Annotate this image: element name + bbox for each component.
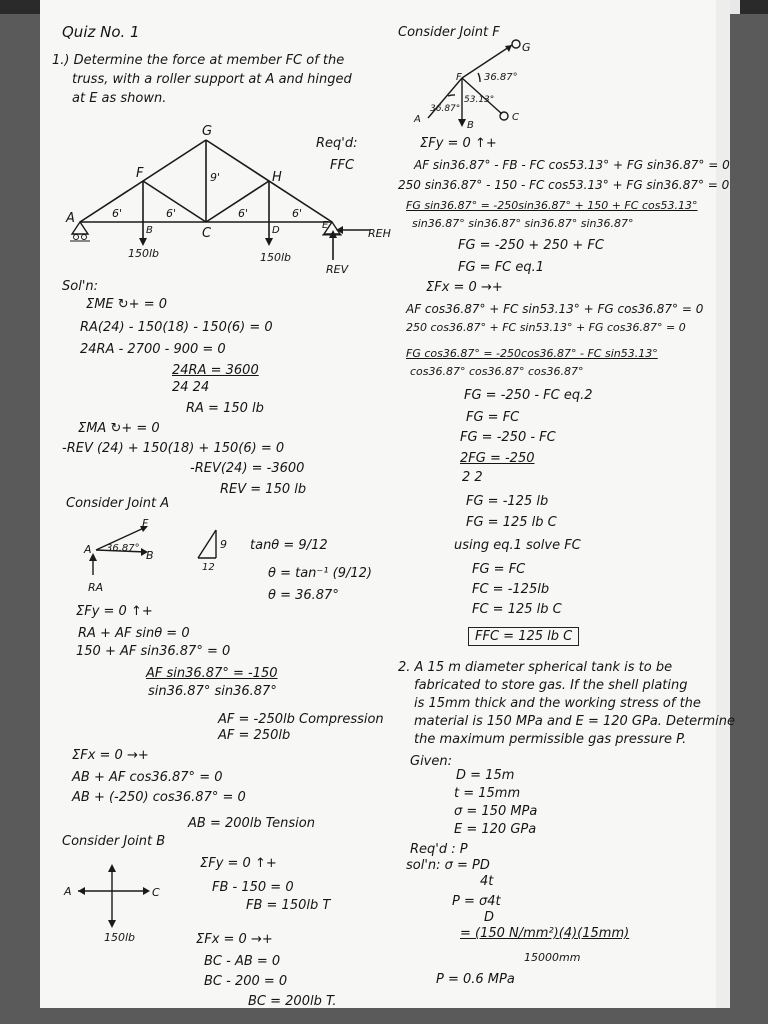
truss-node-f: F: [136, 166, 144, 181]
p2-statement-line-4: material is 150 MPa and E = 120 GPa. Determine: [414, 714, 736, 729]
joint-f-angle-3: 36.87°: [430, 104, 461, 114]
joint-a-heading: Consider Joint A: [66, 496, 170, 511]
joint-a-line-11: AB = 200lb Tension: [188, 816, 315, 831]
p1-statement-line-3: at E as shown.: [72, 91, 167, 106]
joint-a-line-8: ΣFx = 0 →+: [72, 748, 149, 763]
joint-f-line-16: 2FG = -250: [460, 451, 535, 466]
joint-a-angle: 36.87°: [106, 543, 140, 554]
joint-f-line-20: using eq.1 solve FC: [454, 538, 581, 553]
joint-f-line-19: FG = 125 lb C: [466, 515, 557, 530]
joint-b-line-6: BC - 200 = 0: [204, 974, 288, 989]
joint-a-line-10: AB + (-250) cos36.87° = 0: [72, 790, 246, 805]
truss-node-d: D: [272, 225, 280, 236]
final-answer-box: FFC = 125 lb C: [468, 627, 579, 646]
soln-line-3: 24RA - 2700 - 900 = 0: [80, 342, 226, 357]
p2-soln-line-3: P = σ4t: [452, 894, 501, 909]
joint-b-line-4: ΣFx = 0 →+: [196, 932, 273, 947]
joint-f-line-17: 2 2: [462, 470, 483, 485]
joint-f-line-22: FC = -125lb: [472, 582, 550, 597]
p1-statement-line-2: truss, with a roller support at A and hinged: [72, 72, 352, 87]
joint-a-label-ra: RA: [88, 581, 104, 594]
panel-label-4: 6': [292, 207, 303, 220]
joint-f-line-1: ΣFy = 0 ↑+: [420, 136, 497, 151]
joint-b-line-2: FB - 150 = 0: [212, 880, 294, 895]
tan-line-1: tanθ = 9/12: [250, 538, 328, 553]
joint-f-line-6: FG = -250 + 250 + FC: [458, 238, 604, 253]
soln-line-5: 24 24: [172, 380, 210, 395]
joint-f-label-a: A: [414, 114, 421, 125]
truss-node-g: G: [202, 124, 213, 139]
soln-line-6: RA = 150 lb: [186, 401, 264, 416]
reaction-ev: REV: [326, 263, 349, 276]
joint-b-line-5: BC - AB = 0: [204, 954, 281, 969]
joint-f-angle-2: 53.13°: [464, 95, 495, 105]
joint-a-label-f: F: [142, 517, 149, 530]
joint-f-label-g: G: [522, 41, 531, 54]
joint-f-line-3: 250 sin36.87° - 150 - FC cos53.13° + FG sin36.87° = 0: [398, 178, 730, 192]
soln-line-10: REV = 150 lb: [220, 482, 307, 497]
joint-b-label-c: C: [152, 886, 160, 899]
soln-line-9: -REV(24) = -3600: [190, 461, 305, 476]
p2-given-3: σ = 150 MPa: [454, 804, 538, 819]
truss-node-a: A: [66, 211, 75, 226]
tan-line-3: θ = 36.87°: [268, 588, 339, 603]
triangle-side-12: 12: [202, 562, 215, 573]
quiz-title: Quiz No. 1: [62, 23, 140, 41]
joint-f-line-13: FG = -250 - FC eq.2: [464, 388, 593, 403]
soln-label: Sol'n:: [62, 279, 99, 294]
p2-statement-line-5: the maximum permissible gas pressure P.: [414, 732, 687, 747]
joint-f-fbd: [0, 0, 768, 140]
joint-a-line-5: sin36.87° sin36.87°: [148, 684, 277, 699]
p2-soln-line-7: P = 0.6 MPa: [436, 972, 515, 987]
joint-f-line-4: FG sin36.87° = -250sin36.87° + 150 + FC cos53.13°: [406, 199, 698, 212]
p2-given-1: D = 15m: [456, 768, 515, 783]
tan-line-2: θ = tan⁻¹ (9/12): [268, 566, 372, 581]
truss-node-b: B: [146, 225, 153, 236]
p2-reqd: Req'd : P: [410, 842, 468, 857]
p2-soln-line-1: sol'n: σ = PD: [406, 858, 490, 873]
triangle-side-9: 9: [220, 538, 227, 551]
p2-statement-line-1: 2. A 15 m diameter spherical tank is to be: [398, 660, 673, 675]
joint-a-line-1: ΣFy = 0 ↑+: [76, 604, 153, 619]
joint-f-angle-1: 36.87°: [484, 72, 518, 83]
p2-given-2: t = 15mm: [454, 786, 521, 801]
joint-f-heading: Consider Joint F: [398, 25, 500, 40]
joint-a-label-b: B: [146, 549, 154, 562]
joint-f-label-f: F: [456, 72, 462, 83]
reaction-eh: REH: [368, 227, 391, 240]
joint-a-label-a: A: [84, 543, 92, 556]
joint-a-line-4: AF sin36.87° = -150: [146, 666, 278, 681]
joint-a-line-2: RA + AF sinθ = 0: [78, 626, 190, 641]
joint-a-line-7: AF = 250lb: [218, 728, 291, 743]
joint-b-label-a: A: [64, 885, 72, 898]
soln-line-7: ΣMA ↻+ = 0: [78, 421, 160, 436]
truss-node-e: E: [322, 220, 329, 231]
joint-f-line-14: FG = FC: [466, 410, 520, 425]
joint-b-line-7: BC = 200lb T.: [248, 994, 337, 1009]
soln-line-1: ΣME ↻+ = 0: [86, 297, 167, 312]
soln-line-4: 24RA = 3600: [172, 363, 259, 378]
joint-a-line-9: AB + AF cos36.87° = 0: [72, 770, 223, 785]
joint-f-line-15: FG = -250 - FC: [460, 430, 556, 445]
p1-reqd-value: FFC: [330, 158, 355, 173]
truss-node-h: H: [272, 170, 282, 185]
soln-line-2: RA(24) - 150(18) - 150(6) = 0: [80, 320, 273, 335]
panel-label-1: 6': [112, 207, 123, 220]
joint-f-line-7: FG = FC eq.1: [458, 260, 545, 275]
p2-soln-line-6: 15000mm: [524, 951, 581, 964]
p2-soln-line-2: 4t: [480, 874, 494, 889]
load-right: 150lb: [260, 251, 292, 264]
joint-b-line-1: ΣFy = 0 ↑+: [200, 856, 277, 871]
p2-soln-line-4: D: [484, 910, 495, 925]
joint-b-heading: Consider Joint B: [62, 834, 166, 849]
joint-f-line-5: sin36.87° sin36.87° sin36.87° sin36.87°: [412, 217, 634, 230]
p2-given-4: E = 120 GPa: [454, 822, 537, 837]
joint-f-line-18: FG = -125 lb: [466, 494, 549, 509]
joint-f-line-21: FG = FC: [472, 562, 526, 577]
load-left: 150lb: [128, 247, 160, 260]
joint-f-label-c: C: [512, 112, 519, 123]
p2-soln-line-5: = (150 N/mm²)(4)(15mm): [460, 926, 630, 941]
p2-statement-line-2: fabricated to store gas. If the shell plating: [414, 678, 688, 693]
panel-label-2: 6': [166, 207, 177, 220]
joint-b-load: 150lb: [104, 931, 136, 944]
joint-b-line-3: FB = 150lb T: [246, 898, 331, 913]
joint-f-line-2: AF sin36.87° - FB - FC cos53.13° + FG sin36.87° = 0: [414, 158, 730, 172]
soln-line-8: -REV (24) + 150(18) + 150(6) = 0: [62, 441, 285, 456]
p2-given-label: Given:: [410, 754, 452, 769]
joint-f-line-12: cos36.87° cos36.87° cos36.87°: [410, 365, 584, 378]
joint-f-line-9: AF cos36.87° + FC sin53.13° + FG cos36.87° = 0: [406, 302, 704, 316]
p1-reqd-label: Req'd:: [316, 136, 358, 151]
joint-f-label-b: B: [467, 120, 474, 131]
panel-label-3: 6': [238, 207, 249, 220]
joint-f-line-10: 250 cos36.87° + FC sin53.13° + FG cos36.87° = 0: [406, 321, 686, 334]
joint-f-line-11: FG cos36.87° = -250cos36.87° - FC sin53.13°: [406, 347, 658, 360]
joint-f-line-23: FC = 125 lb C: [472, 602, 562, 617]
joint-a-line-3: 150 + AF sin36.87° = 0: [76, 644, 231, 659]
joint-a-line-6: AF = -250lb Compression: [218, 712, 384, 727]
p1-statement-line-1: 1.) Determine the force at member FC of the: [52, 53, 345, 68]
p2-statement-line-3: is 15mm thick and the working stress of the: [414, 696, 701, 711]
panel-label-height: 9': [210, 171, 221, 184]
truss-node-c: C: [202, 226, 212, 241]
joint-f-line-8: ΣFx = 0 →+: [426, 280, 503, 295]
